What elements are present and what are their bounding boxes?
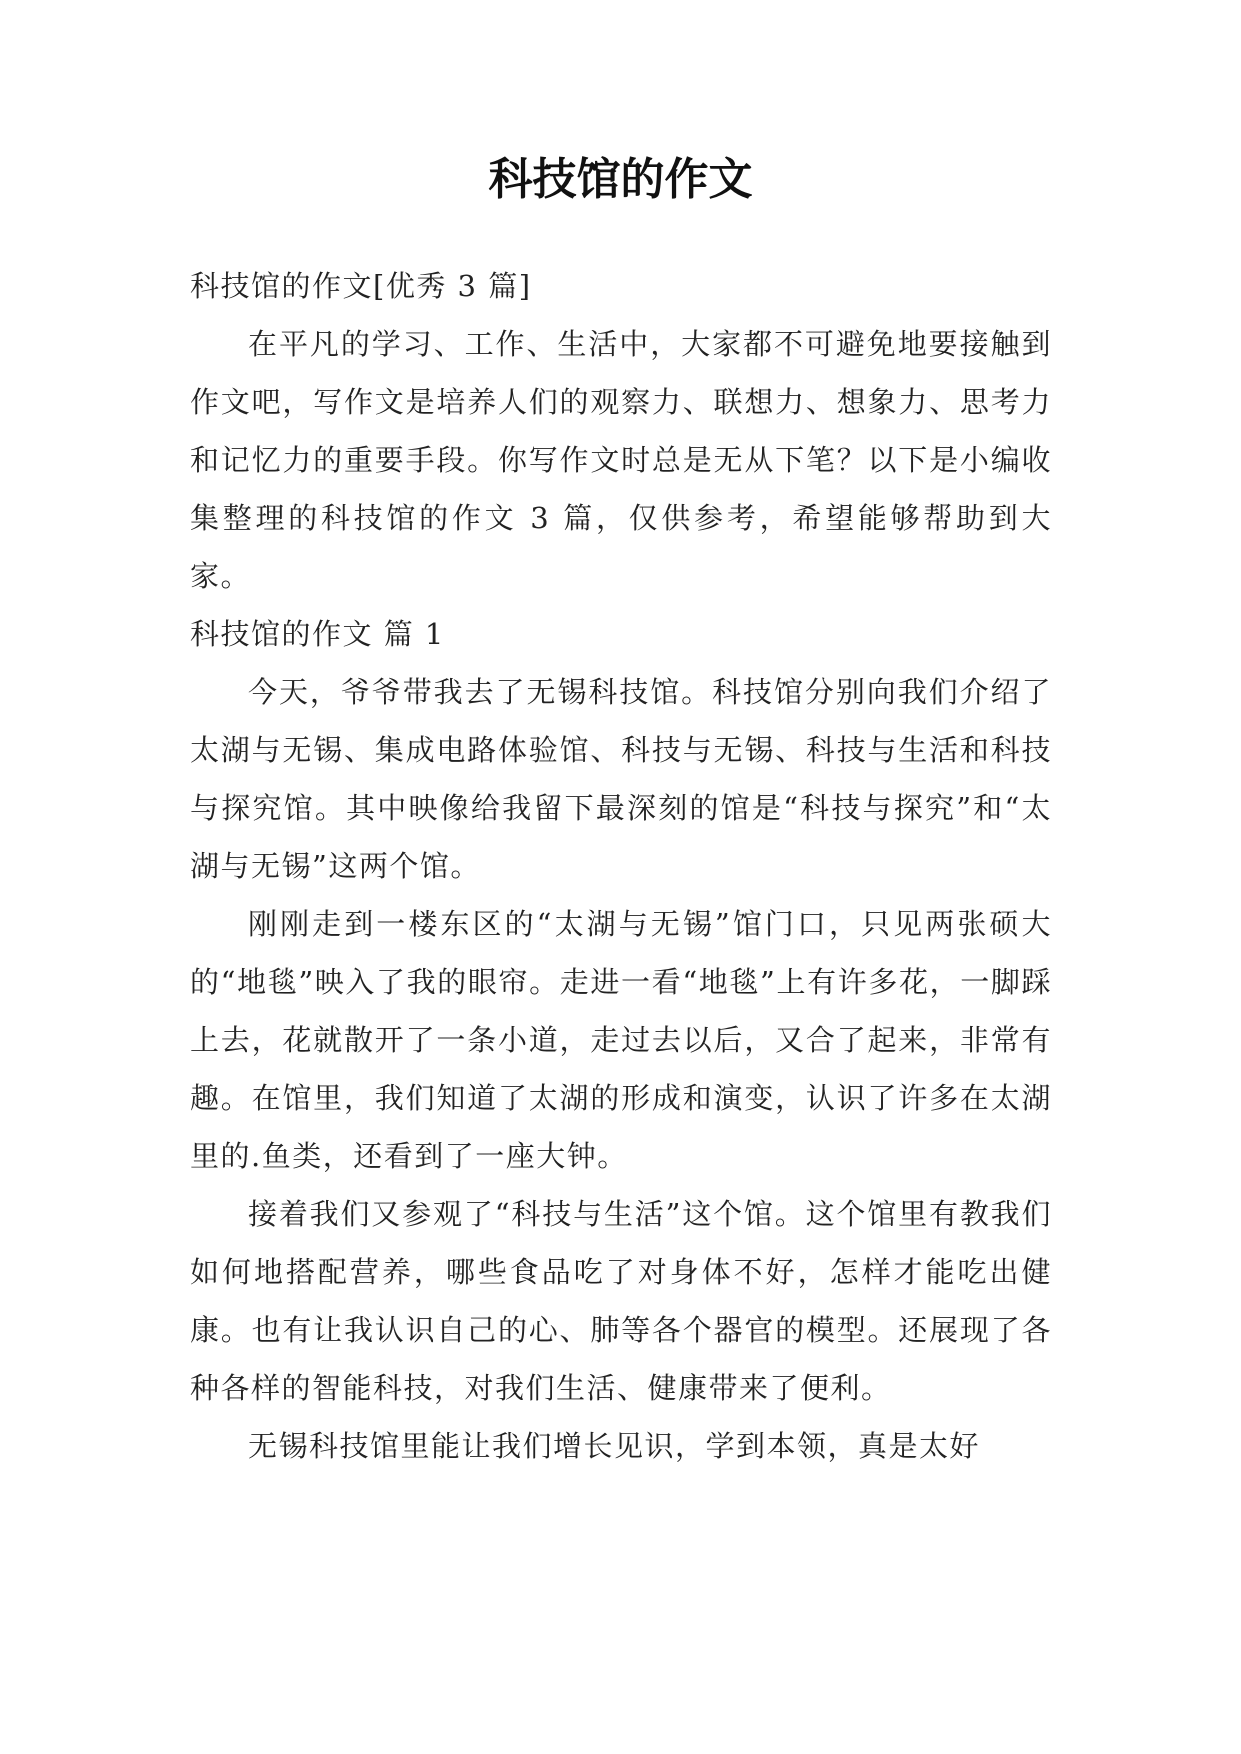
intro-paragraph: 在平凡的学习、工作、生活中，大家都不可避免地要接触到作文吧，写作文是培养人们的观察力、联想力、想象力、思考力和记忆力的重要手段。你写作文时总是无从下笔？以下是小编收集整理的科技馆的作文 3 篇，仅供参考，希望能够帮助到大家。 [190, 327, 1052, 593]
document-title: 科技馆的作文 [488, 154, 753, 205]
paragraph: 今天，爷爷带我去了无锡科技馆。科技馆分别向我们介绍了太湖与无锡、集成电路体验馆、科技与无锡、科技与生活和科技与探究馆。其中映像给我留下最深刻的馆是“科技与探究”和“太湖与无锡”这两个馆。 [190, 675, 1052, 883]
paragraph: 刚刚走到一楼东区的“太湖与无锡”馆门口，只见两张硕大的“地毯”映入了我的眼帘。走进一看“地毯”上有许多花，一脚踩上去，花就散开了一条小道，走过去以后，又合了起来，非常有趣。在馆里，我们知道了太湖的形成和演变，认识了许多在太湖里的.鱼类，还看到了一座大钟。 [190, 907, 1052, 1173]
section-heading: 科技馆的作文 篇 1 [190, 617, 445, 651]
document-body [190, 257, 1052, 1475]
paragraph: 接着我们又参观了“科技与生活”这个馆。这个馆里有教我们如何地搭配营养，哪些食品吃了对身体不好，怎样才能吃出健康。也有让我认识自己的心、肺等各个器官的模型。还展现了各种各样的智能科技，对我们生活、健康带来了便利。 [190, 1197, 1052, 1405]
paragraph: 无锡科技馆里能让我们增长见识，学到本领，真是太好 [248, 1429, 981, 1463]
subtitle: 科技馆的作文[优秀 3 篇] [190, 269, 532, 303]
